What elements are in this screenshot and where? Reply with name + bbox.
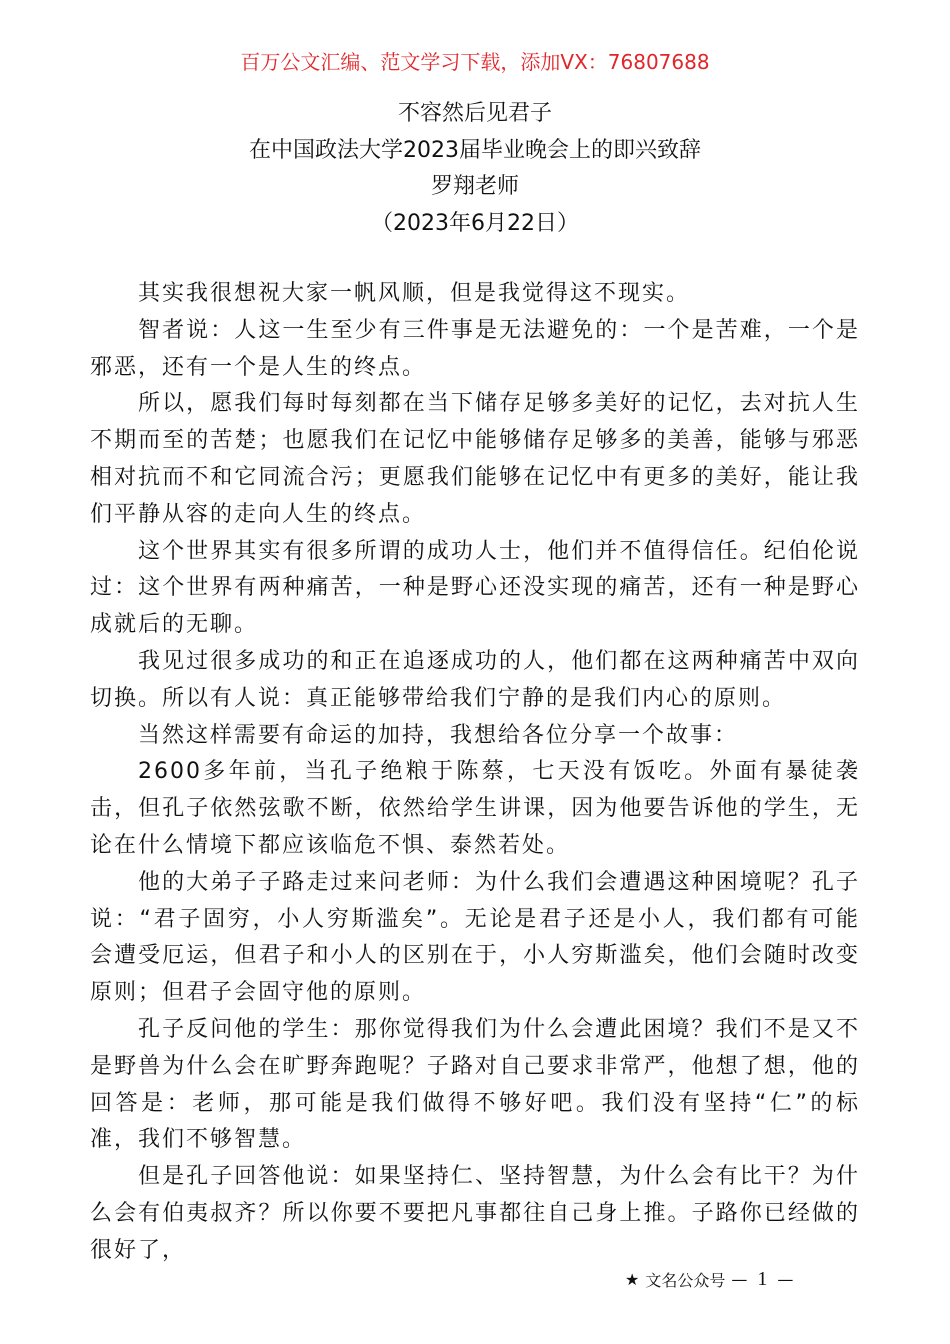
paragraph: 我见过很多成功的和正在追逐成功的人，他们都在这两种痛苦中双向切换。所以有人说：真正能够带给我们宁静的是我们内心的原则。 bbox=[90, 648, 860, 711]
paragraph: 2600多年前，当孔子绝粮于陈蔡，七天没有饭吃。外面有暴徒袭击，但孔子依然弦歌不断，依然给学生讲课，因为他要告诉他的学生，无论在什么情境下都应该临危不惧、泰然若处。 bbox=[90, 759, 860, 858]
promo-banner: 百万公文汇编、范文学习下载，添加VX：76807688 bbox=[240, 50, 710, 74]
paragraph: 他的大弟子子路走过来问老师：为什么我们会遭遇这种困境呢？孔子说：“君子固穷，小人穷斯滥矣”。无论是君子还是小人，我们都有可能会遭受厄运，但君子和小人的区别在于，小人穷斯滥矣，他们会随时改变原则；但君子会固守他的原则。 bbox=[90, 869, 860, 1006]
page-number: 1 bbox=[757, 1268, 768, 1290]
star-icon: ★ bbox=[625, 1270, 640, 1289]
paragraph: 智者说：人这一生至少有三件事是无法避免的：一个是苦难，一个是邪恶，还有一个是人生的终点。 bbox=[90, 317, 860, 380]
paragraph: 但是孔子回答他说：如果坚持仁、坚持智慧，为什么会有比干？为什么会有伯夷叔齐？所以你要不要把凡事都往自己身上推。子路你已经做的很好了， bbox=[90, 1164, 860, 1263]
paragraph: 这个世界其实有很多所谓的成功人士，他们并不值得信任。纪伯伦说过：这个世界有两种痛苦，一种是野心还没实现的痛苦，还有一种是野心成就后的无聊。 bbox=[90, 538, 860, 638]
dash-right: — bbox=[777, 1270, 794, 1289]
dash-left: — bbox=[731, 1270, 748, 1289]
footer-source: 文名公众号 bbox=[645, 1271, 726, 1290]
document-title: 不容然后见君子 bbox=[397, 101, 552, 126]
document-subtitle: 在中国政法大学2023届毕业晚会上的即兴致辞 bbox=[249, 137, 701, 163]
paragraph: 所以，愿我们每时每刻都在当下储存足够多美好的记忆，去对抗人生不期而至的苦楚；也愿我们在记忆中能够储存足够多的美善，能够与邪恶相对抗而不和它同流合污；更愿我们能够在记忆中有更多的美好，能让我们平静从容的走向人生的终点。 bbox=[90, 391, 860, 527]
page-footer bbox=[625, 1268, 793, 1291]
paragraph: 其实我很想祝大家一帆风顺，但是我觉得这不现实。 bbox=[138, 281, 691, 306]
document-date: （2023年6月22日） bbox=[371, 211, 579, 237]
document-body bbox=[90, 276, 860, 1270]
document-header bbox=[0, 96, 950, 243]
document-author: 罗翔老师 bbox=[430, 174, 519, 200]
paragraph: 当然这样需要有命运的加持，我想给各位分享一个故事： bbox=[138, 722, 739, 748]
paragraph: 孔子反问他的学生：那你觉得我们为什么会遭此困境？我们不是又不是野兽为什么会在旷野奔跑呢？子路对自己要求非常严，他想了想，他的回答是：老师，那可能是我们做得不够好吧。我们没有坚持“仁”的标准，我们不够智慧。 bbox=[90, 1016, 860, 1153]
